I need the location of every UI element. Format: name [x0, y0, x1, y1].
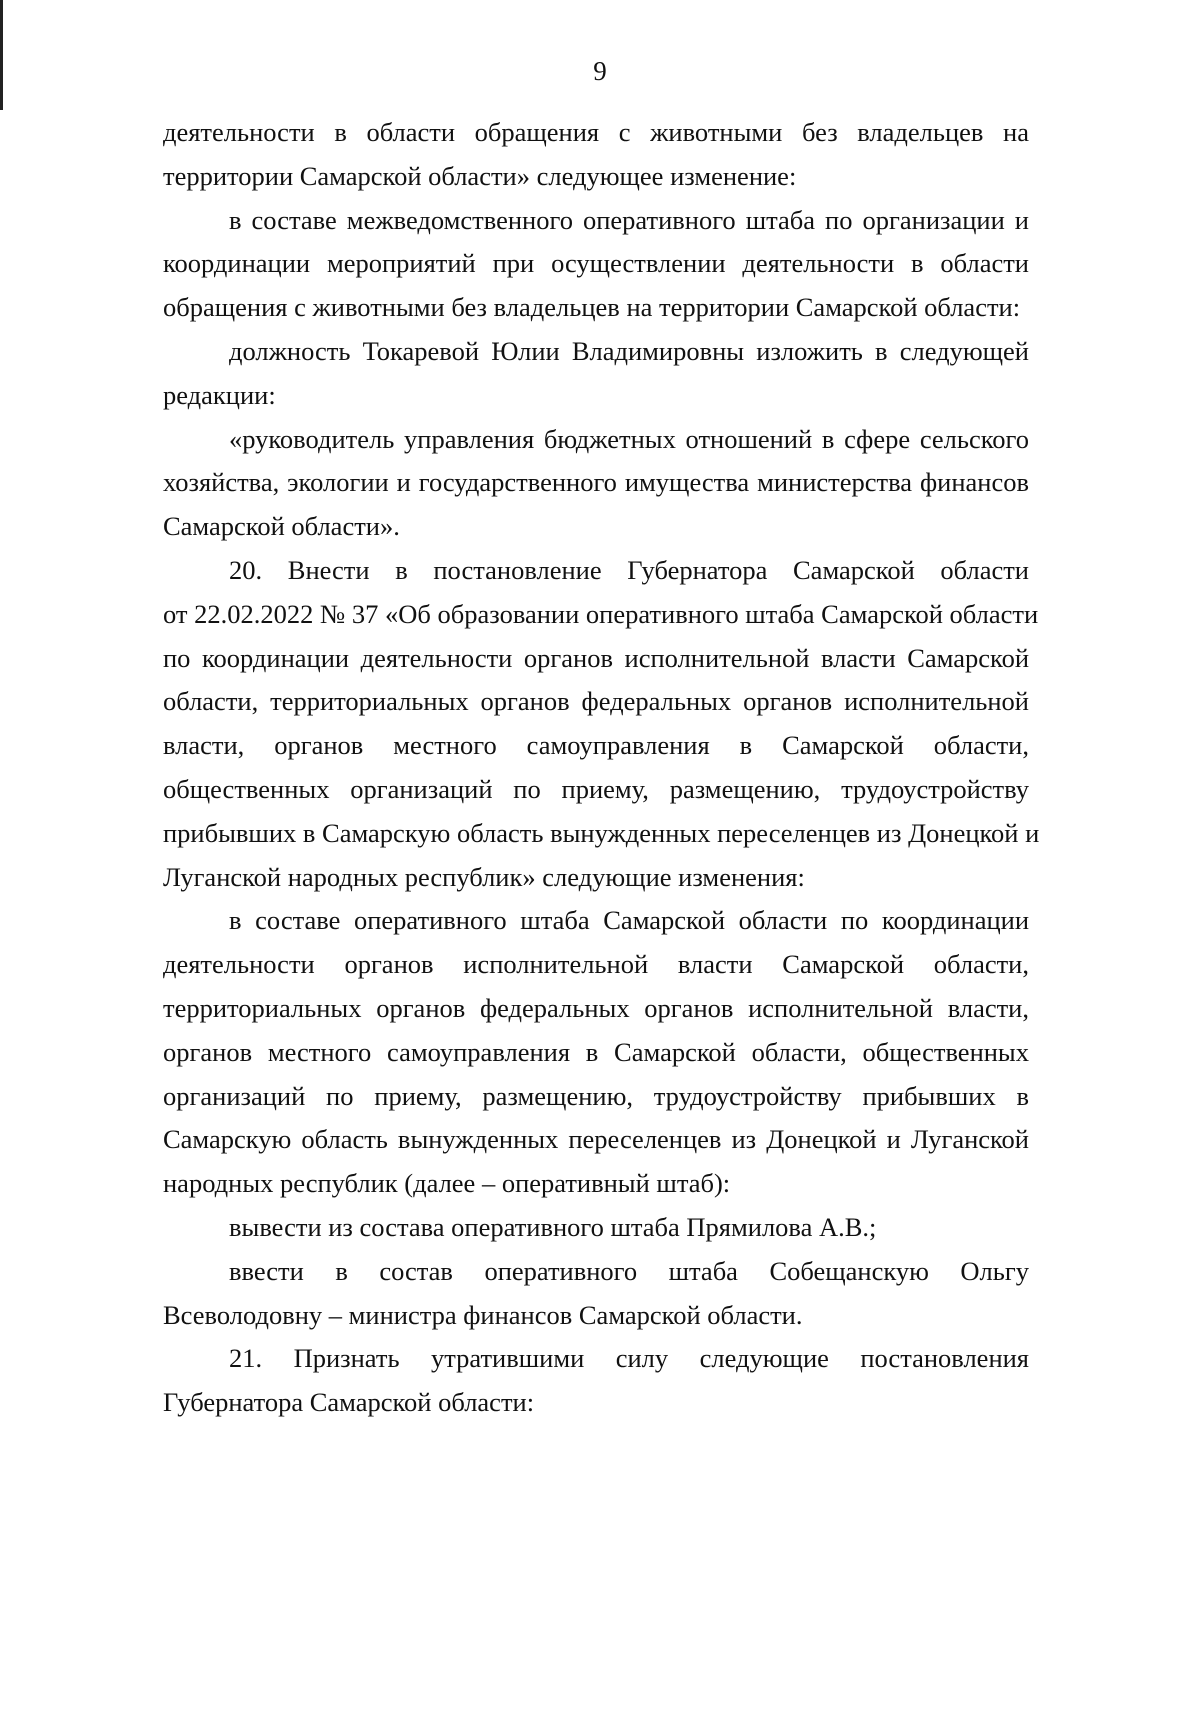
text-line: в составе межведомственного оперативного штаба по организации и [229, 204, 1029, 235]
paragraph [163, 549, 1040, 899]
paragraph [163, 111, 1029, 199]
text-line: ввести в состав оперативного штаба Собещанскую Ольгу [229, 1255, 1029, 1286]
text-line: от 22.02.2022 № 37 «Об образовании оперативного штаба Самарской области [163, 598, 1039, 629]
text-line: общественных организаций по приему, размещению, трудоустройству [163, 773, 1029, 804]
paragraph [163, 899, 1029, 1206]
text-line: деятельности в области обращения с животными без владельцев на [163, 117, 1029, 147]
document-body [163, 111, 1040, 1425]
text-line: должность Токаревой Юлии Владимировны изложить в следующей [229, 335, 1029, 366]
text-line: хозяйства, экологии и государственного имущества министерства финансов [163, 467, 1029, 498]
text-line: «руководитель управления бюджетных отношений в сфере сельского [229, 423, 1029, 454]
paragraph [163, 330, 1029, 418]
text-line: по координации деятельности органов исполнительной власти Самарской [163, 642, 1029, 673]
text-line: Губернатора Самарской области: [163, 1387, 535, 1418]
text-line: в составе оперативного штаба Самарской области по координации [229, 905, 1029, 936]
text-line: Самарской области». [163, 511, 400, 542]
text-line: организаций по приему, размещению, трудоустройству прибывших в [163, 1080, 1029, 1111]
text-line: области, территориальных органов федеральных органов исполнительной [163, 686, 1029, 717]
text-line: прибывших в Самарскую область вынужденных переселенцев из Донецкой и [163, 817, 1040, 848]
text-line: власти, органов местного самоуправления в Самарской области, [163, 730, 1029, 761]
text-line: Самарскую область вынужденных переселенцев из Донецкой и Луганской [163, 1124, 1029, 1155]
paragraph [163, 1337, 1029, 1425]
text-line: Луганской народных республик» следующие изменения: [163, 861, 805, 892]
paragraph [163, 418, 1029, 549]
text-line: органов местного самоуправления в Самарской области, общественных [163, 1036, 1029, 1067]
text-line: вывести из состава оперативного штаба Прямилова А.В.; [229, 1211, 877, 1242]
paragraph [163, 199, 1029, 330]
paragraph [163, 1250, 1029, 1338]
scan-edge-mark [0, 0, 3, 110]
text-line: редакции: [163, 379, 276, 410]
text-line: обращения с животными без владельцев на территории Самарской области: [163, 292, 1021, 323]
text-line: 20. Внести в постановление Губернатора Самарской области [229, 554, 1029, 585]
paragraph [163, 1206, 1029, 1250]
text-line: 21. Признать утратившими силу следующие постановления [229, 1343, 1029, 1374]
text-line: территориальных органов федеральных органов исполнительной власти, [163, 992, 1029, 1023]
page-number: 9 [593, 56, 607, 86]
text-line: Всеволодовну – министра финансов Самарской области. [163, 1299, 803, 1330]
text-line: деятельности органов исполнительной власти Самарской области, [163, 949, 1029, 980]
text-line: территории Самарской области» следующее изменение: [163, 160, 797, 191]
text-line: координации мероприятий при осуществлении деятельности в области [163, 248, 1029, 279]
text-line: народных республик (далее – оперативный штаб): [163, 1168, 731, 1199]
